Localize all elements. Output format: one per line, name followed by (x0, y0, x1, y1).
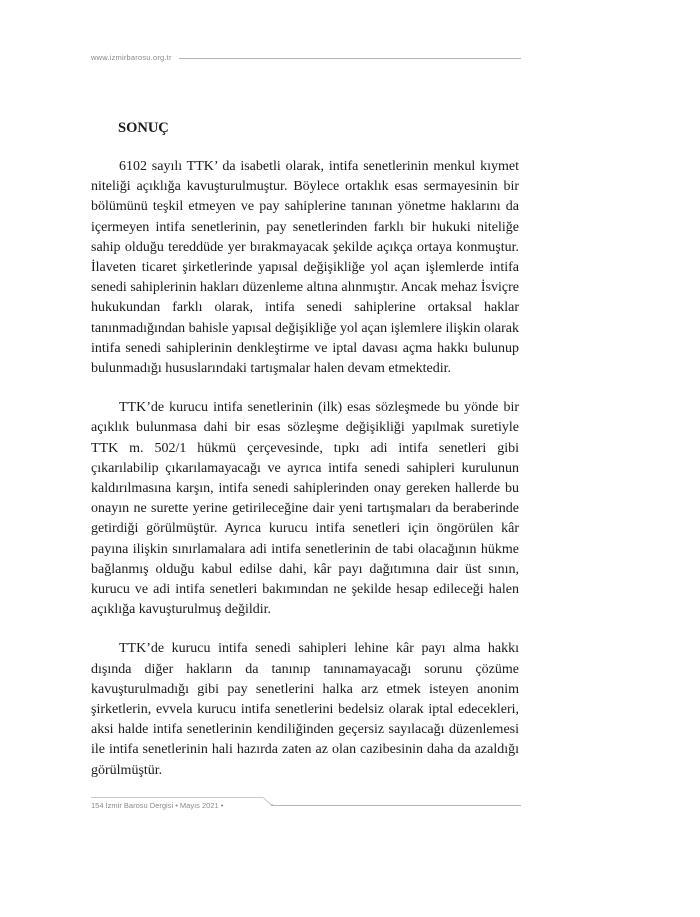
website-url: www.izmirbarosu.org.tr (91, 53, 172, 62)
paragraph-3: TTK’de kurucu intifa senedi sahipleri lehine kâr payı alma hakkı dışında diğer hakların da tanınıp tanınamayacağı sorunu çözüme kavuşturulmadığı gibi pay senetlerini halka arz etmek isteyen anonim şirketlerin, evvela kurucu intifa senetlerini bedelsiz olarak iptal edecekleri, aksi halde intifa senetlerinin kendiliğinden geçersiz sayılacağı düzenlemesi ile intifa senetlerinin hali hazırda zaten az olan cazibesinin daha da azaldığı görülmüştür. (91, 641, 519, 778)
section-heading: SONUÇ (118, 120, 169, 136)
header-rule (179, 58, 521, 59)
page-footer (91, 800, 521, 816)
footer-notch (263, 797, 273, 805)
footer-rule-left (91, 797, 263, 798)
paragraph-1: 6102 sayılı TTK’ da isabetli olarak, intifa senetlerinin menkul kıymet niteliği açıklığa kavuşturulmuştur. Böylece ortaklık esas sermayesinin bir bölümünü teşkil etmeyen ve pay sahiplerine tanınan yönetme haklarını da içermeyen intifa senetlerinin, pay senetlerinden farklı bir hukuki niteliğe sahip olduğu tereddüde yer bırakmayacak şekilde açıkça ortaya konmuştur. İlaveten ticaret şirketlerinde yapısal değişikliğe yol açan işlemlerde intifa senedi sahiplerinin hakları düzenleme altına alınmıştır. Ancak mehaz İsviçre hukukundan farklı olarak, intifa senedi sahiplerine ortaksal haklar tanınmadığından bahisle yapısal değişikliğe yol açan işlemlere ilişkin olarak intifa senedi sahiplerinin denkleştirme ve iptal davası açma hakkı bulunup bulunmadığı hususlarındaki tartışmalar halen devam etmektedir. (91, 159, 519, 377)
page-content (91, 118, 519, 800)
page-header (91, 52, 521, 68)
footer-label: 154 İzmir Barosu Dergisi • Mayıs 2021 • (91, 801, 224, 810)
paragraph-2: TTK’de kurucu intifa senetlerinin (ilk) esas sözleşmede bu yönde bir açıklık bulunmasa dahi bir esas sözleşme değişikliği yapılmak suretiyle TTK m. 502/1 hükmü çerçevesinde, tıpkı adi intifa senetleri gibi çıkarılabilip çıkarılamayacağı ve ayrıca intifa senedi sahipleri kurulunun kaldırılmasına karşın, intifa senedi sahiplerinden onay gereken hallerde bu onayın ne surette yerine getirileceğine dair yeni tartışmaları da beraberinde getirdiği görülmüştür. Ayrıca kurucu intifa senetleri için öngörülen kâr payına ilişkin sınırlamalara adi intifa senetlerinin de tabi olacağının hükme bağlanmış olduğu kabul edilse dahi, kâr payı dağıtımına dair üst sının, kurucu ve adi intifa senetleri bakımından ne şekilde hesap edileceği halen açıklığa kavuşturulmuş değildir. (91, 400, 519, 618)
footer-rule-right (271, 805, 521, 806)
